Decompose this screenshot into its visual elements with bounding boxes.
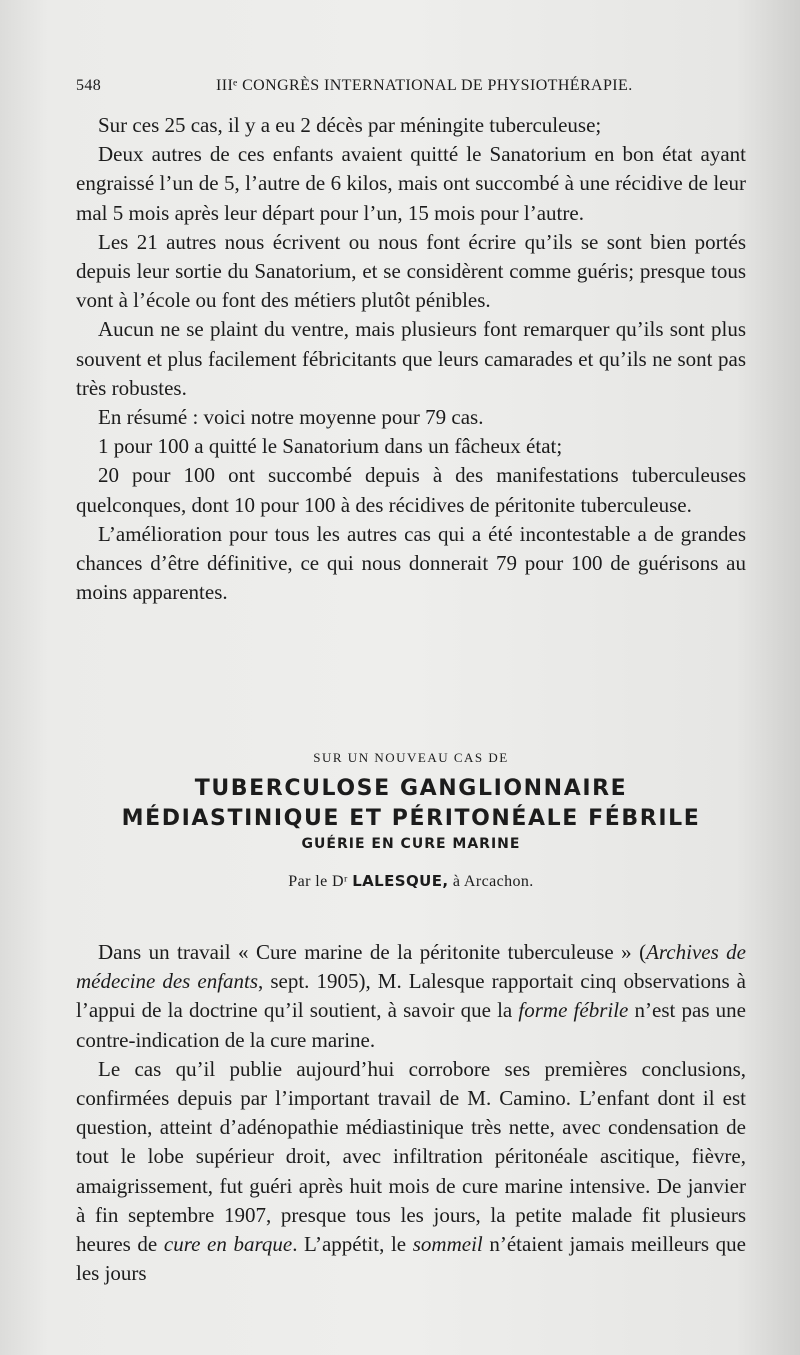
text-run: Le cas qu’il publie aujourd’hui corrobore ses premières conclusions, confirmées depuis par l’important travail de M. Camino. L’enfant dont il est question, atteint d’adénopathie médiastinique très nette, avec condensation de tout le lobe supérieur droit, avec infiltration péritonéale ascitique, fièvre, amaigrissement, fut guéri après huit mois de cure marine intensive. De janvier à fin septembre 1907, presque tous les jours, la petite malade fit plusieurs heures de bbox=[76, 1056, 746, 1257]
emphasis: sommeil bbox=[412, 1232, 483, 1257]
text-run: . L’appétit, le bbox=[292, 1232, 413, 1257]
running-title: IIIᵉ CONGRÈS INTERNATIONAL DE PHYSIOTHÉRAPIE. bbox=[216, 77, 633, 94]
article-heading bbox=[76, 750, 746, 891]
section-conclusion bbox=[76, 111, 746, 607]
byline-prefix: Par le Dʳ bbox=[288, 873, 348, 890]
byline-location: à Arcachon. bbox=[452, 873, 534, 890]
text-run: n’est pas une contre-indication de la cure marine. bbox=[76, 998, 747, 1052]
paragraph: En résumé : voici notre moyenne pour 79 cas. bbox=[98, 405, 484, 430]
emphasis: cure en barque bbox=[163, 1232, 293, 1257]
article-kicker: SUR UN NOUVEAU CAS DE bbox=[313, 750, 509, 765]
paragraph: Sur ces 25 cas, il y a eu 2 décès par méningite tuberculeuse; bbox=[98, 113, 602, 137]
paragraph: Aucun ne se plaint du ventre, mais plusieurs font remarquer qu’ils sont plus souvent et plus facilement fébricitants que leurs camarades et qu’ils ne sont pas très robustes. bbox=[76, 317, 746, 400]
paragraph: 20 pour 100 ont succombé depuis à des manifestations tuberculeuses quelconques, dont 10 pour 100 à des récidives de péritonite tuberculeuse. bbox=[76, 463, 746, 517]
paragraph: Les 21 autres nous écrivent ou nous font écrire qu’ils se sont bien portés depuis leur sortie du Sanatorium, et se considèrent comme guéris; presque tous vont à l’école ou font des métiers plutôt pénibles. bbox=[76, 229, 746, 313]
journal-title: Archives de médecine des enfants bbox=[76, 940, 747, 994]
paragraph: Deux autres de ces enfants avaient quitté le Sanatorium en bon état ayant engraissé l’un de 5, l’autre de 6 kilos, mais ont succombé à une récidive de leur mal 5 mois après leur départ pour l’un, 15 mois pour l’autre. bbox=[76, 142, 746, 225]
article-subtitle: GUÉRIE EN CURE MARINE bbox=[301, 836, 521, 852]
paragraph: 1 pour 100 a quitté le Sanatorium dans un fâcheux état; bbox=[98, 434, 563, 459]
page-number: 548 bbox=[76, 77, 102, 94]
byline bbox=[76, 872, 746, 891]
article-body bbox=[76, 938, 746, 1288]
text-run: , sept. 1905), M. Lalesque rapportait cinq observations à l’appui de la doctrine qu’il soutient, à savoir que la bbox=[76, 969, 746, 1023]
paragraph bbox=[76, 938, 746, 1055]
text-run: Dans un travail « Cure marine de la péritonite tuberculeuse » ( bbox=[98, 940, 647, 964]
article-title-line-2: MÉDIASTINIQUE ET PÉRITONÉALE FÉBRILE bbox=[121, 806, 701, 831]
paragraph: L’amélioration pour tous les autres cas qui a été incontestable a de grandes chances d’être définitive, ce qui nous donnerait 79 pour 100 de guérisons au moins apparentes. bbox=[76, 521, 746, 605]
author-name: LALESQUE, bbox=[352, 872, 449, 890]
emphasis: forme fébrile bbox=[518, 998, 629, 1023]
text-run: n’étaient jamais meilleurs que les jours bbox=[76, 1232, 746, 1286]
article-title-line-1: TUBERCULOSE GANGLIONNAIRE bbox=[194, 776, 628, 801]
paragraph bbox=[76, 1055, 746, 1289]
